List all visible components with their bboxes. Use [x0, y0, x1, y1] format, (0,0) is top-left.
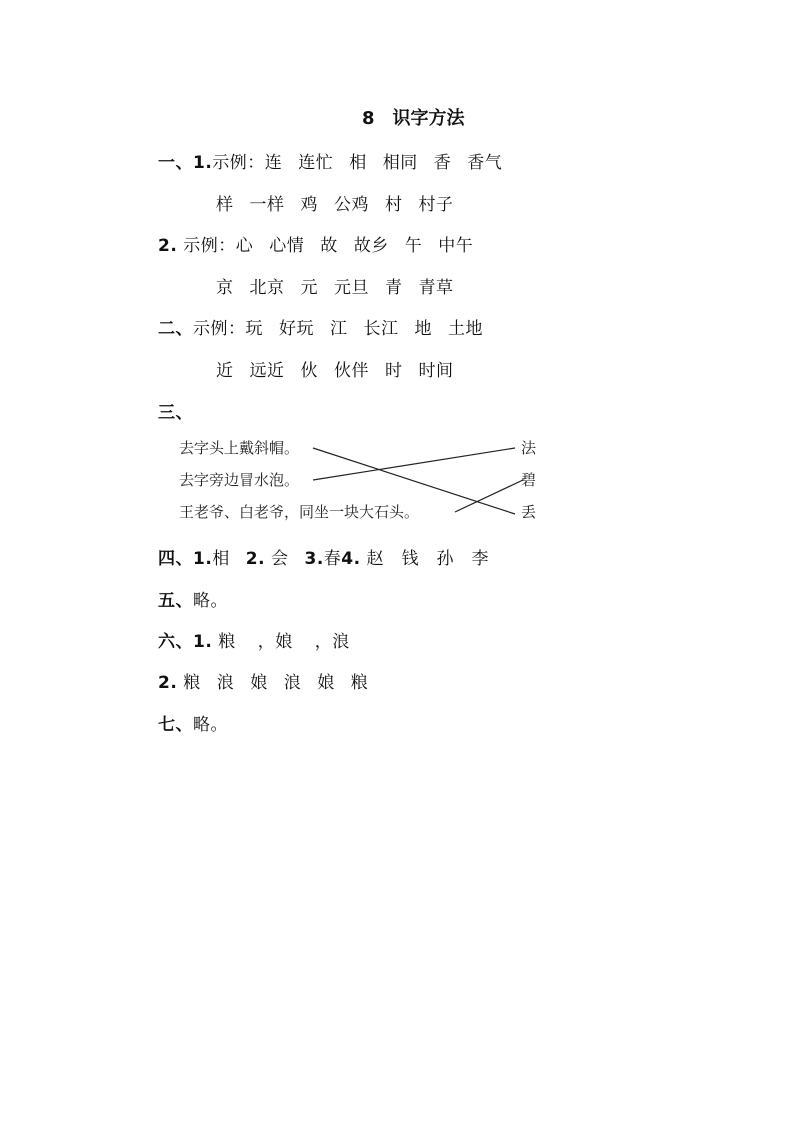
- answer-word: 青: [385, 278, 403, 298]
- answer-part: ，娘: [257, 632, 293, 652]
- section-1-item-2-row-2: [216, 273, 454, 298]
- answer-word: 故: [320, 236, 338, 256]
- answer-word: 伙伴: [334, 361, 369, 381]
- answer-word: 香: [433, 153, 452, 173]
- section-1-label: 一、: [158, 153, 193, 173]
- item-number: 1.: [193, 153, 213, 173]
- section-5: [158, 586, 228, 611]
- answer-word: 春: [323, 549, 342, 569]
- answer-word: 相同: [382, 153, 418, 173]
- section-1-item-1-row-2: [216, 190, 454, 215]
- section-3-label-text: 三、: [158, 403, 193, 423]
- answer-word: 赵 钱 孙 李: [366, 549, 489, 569]
- item-number: 2.: [245, 549, 266, 569]
- section-6-label: 六、: [158, 632, 193, 652]
- match-line-3: [455, 480, 523, 512]
- section-4: [158, 544, 489, 569]
- matching-diagram: [175, 434, 545, 524]
- section-7: [158, 710, 228, 735]
- answer-word: 时间: [418, 361, 454, 381]
- answer-word: 相: [349, 153, 367, 173]
- answer-word: 青草: [418, 278, 454, 298]
- item-number: 2.: [158, 236, 178, 256]
- example-prefix: 示例：: [183, 236, 236, 256]
- example-prefix: 示例：: [193, 319, 246, 339]
- section-1-item-1: [158, 148, 502, 173]
- answer-word: 连忙: [298, 153, 334, 173]
- answer-word: 好玩: [279, 319, 314, 339]
- section-3-label: [158, 398, 193, 423]
- answer-part: ，浪: [314, 632, 350, 652]
- section-2-row-2: [216, 356, 454, 381]
- example-prefix: 示例：: [212, 153, 265, 173]
- answer-word: 近: [216, 361, 234, 381]
- answer-char-2: 碧: [521, 471, 537, 489]
- answer-word: 地: [414, 319, 432, 339]
- answer-word: 长江: [363, 319, 399, 339]
- section-7-label: 七、: [158, 715, 193, 735]
- section-4-label: 四、: [158, 549, 193, 569]
- answer-word: 午: [404, 236, 423, 256]
- answer-word: 远近: [249, 361, 285, 381]
- match-line-2: [313, 448, 515, 480]
- answer-word: 北京: [249, 278, 285, 298]
- section-6-item-2: [158, 668, 368, 693]
- item-number: 1.: [193, 549, 213, 569]
- section-6-item-1: [158, 627, 350, 652]
- section-2-label: 二、: [158, 319, 193, 339]
- answer-word: 粮: [183, 673, 201, 693]
- answer-word: 村: [385, 195, 403, 215]
- answer-word: 会: [271, 549, 289, 569]
- riddle-1: 去字头上戴斜帽。: [179, 439, 300, 457]
- answer-word: 京: [216, 278, 234, 298]
- answer-word: 粮: [350, 673, 369, 693]
- answer-word: 样: [216, 195, 234, 215]
- answer-word: 娘: [317, 673, 335, 693]
- answer-word: 玩: [245, 319, 263, 339]
- page-title: 8 识字方法: [362, 108, 465, 129]
- answer-word: 连: [264, 153, 283, 173]
- section-5-text: 略。: [193, 591, 228, 611]
- answer-word: 土地: [448, 319, 483, 339]
- riddle-3: 王老爷、白老爷，同坐一块大石头。: [179, 503, 420, 521]
- answer-word: 相: [212, 549, 230, 569]
- section-7-text: 略。: [193, 715, 228, 735]
- answer-word: 浪: [283, 673, 302, 693]
- answer-char-1: 法: [521, 439, 537, 457]
- answer-word: 娘: [250, 673, 268, 693]
- section-5-label: 五、: [158, 591, 193, 611]
- answer-word: 伙: [300, 361, 318, 381]
- section-1-item-2: [158, 231, 473, 256]
- answer-word: 中午: [438, 236, 474, 256]
- answer-word: 鸡: [300, 195, 318, 215]
- answer-word: 村子: [418, 195, 454, 215]
- answer-word: 浪: [216, 673, 235, 693]
- item-number: 4.: [341, 549, 361, 569]
- answer-word: 元: [300, 278, 318, 298]
- riddle-2: 去字旁边冒水泡。: [179, 471, 300, 489]
- item-number: 2.: [158, 673, 178, 693]
- item-number: 3.: [304, 549, 324, 569]
- answer-word: 江: [330, 319, 348, 339]
- answer-part: 粮: [218, 632, 236, 652]
- answer-word: 心情: [269, 236, 305, 256]
- answer-char-3: 丢: [521, 503, 537, 521]
- answer-word: 香气: [467, 153, 503, 173]
- item-number: 1.: [193, 632, 213, 652]
- answer-word: 时: [385, 361, 403, 381]
- section-2: [158, 314, 483, 339]
- answer-word: 公鸡: [334, 195, 369, 215]
- answer-word: 元旦: [334, 278, 369, 298]
- answer-word: 故乡: [353, 236, 389, 256]
- answer-word: 一样: [249, 195, 285, 215]
- answer-word: 心: [235, 236, 254, 256]
